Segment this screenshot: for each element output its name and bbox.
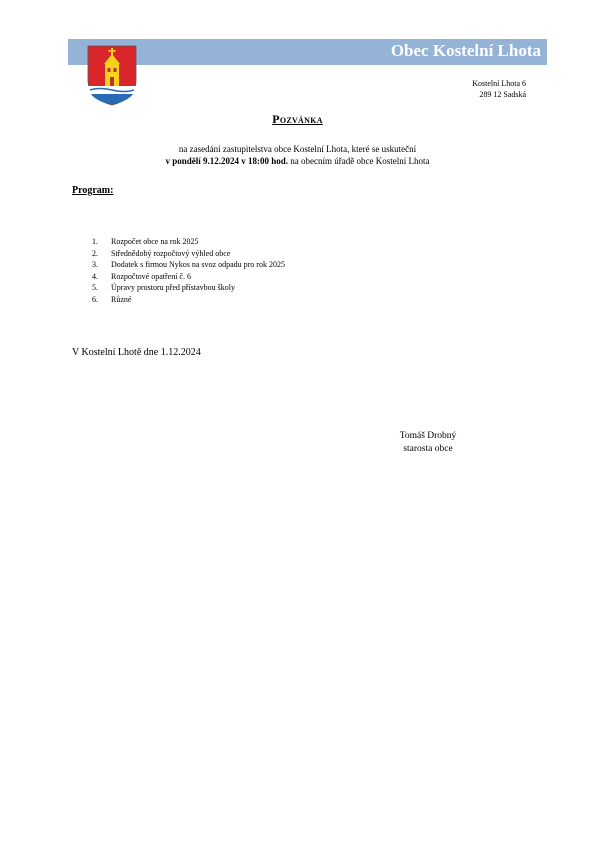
agenda-item-text: Rozpočet obce na rok 2025 [111,237,199,246]
agenda-item [92,294,285,306]
agenda-item [92,271,285,283]
invitation-intro [0,143,595,167]
agenda-item [92,259,285,271]
agenda-item [92,282,285,294]
municipality-title: Obec Kostelní Lhota [390,41,541,60]
signature-block [366,430,490,456]
invitation-title: Pozvánka [272,112,323,126]
agenda-item-text: Dodatek s firmou Nykos na svoz odpadu pro rok 2025 [111,260,285,270]
signatory-name: Tomáš Drobný [399,431,457,441]
agenda-item-number: 4. [92,271,98,281]
meeting-place: na obecním úřadě obce Kostelní Lhota [288,156,430,166]
signatory-role: starosta obce [403,444,453,454]
program-heading: Program: [72,185,114,196]
agenda-item [92,248,285,260]
intro-line-2 [0,155,595,167]
agenda-item-number: 1. [92,237,98,246]
meeting-date: v pondělí 9.12.2024 v 18:00 hod. [165,156,289,166]
intro-line-1: na zasedání zastupitelstva obce Kostelní Lhota, které se uskuteční [178,144,417,154]
agenda-item-number: 3. [92,260,98,270]
agenda-item-text: Střednědobý rozpočtový výhled obce [111,248,231,258]
place-and-date: V Kostelní Lhotě dne 1.12.2024 [72,347,201,358]
agenda-item-number: 2. [92,248,98,258]
agenda-item-text: Rozpočtové opatření č. 6 [111,271,191,281]
address-line-1: Kostelní Lhota 6 [472,79,526,88]
address-line-2: 289 12 Sadská [479,90,526,99]
agenda-list [92,236,285,306]
agenda-item [92,236,285,248]
agenda-item-text: Různé [111,294,132,304]
agenda-item-number: 6. [92,294,98,304]
address-block [472,78,526,100]
coat-of-arms-logo [86,44,138,106]
header-bar [68,39,547,65]
agenda-item-number: 5. [92,283,98,293]
agenda-item-text: Úpravy prostoru před přístavbou školy [111,283,235,293]
